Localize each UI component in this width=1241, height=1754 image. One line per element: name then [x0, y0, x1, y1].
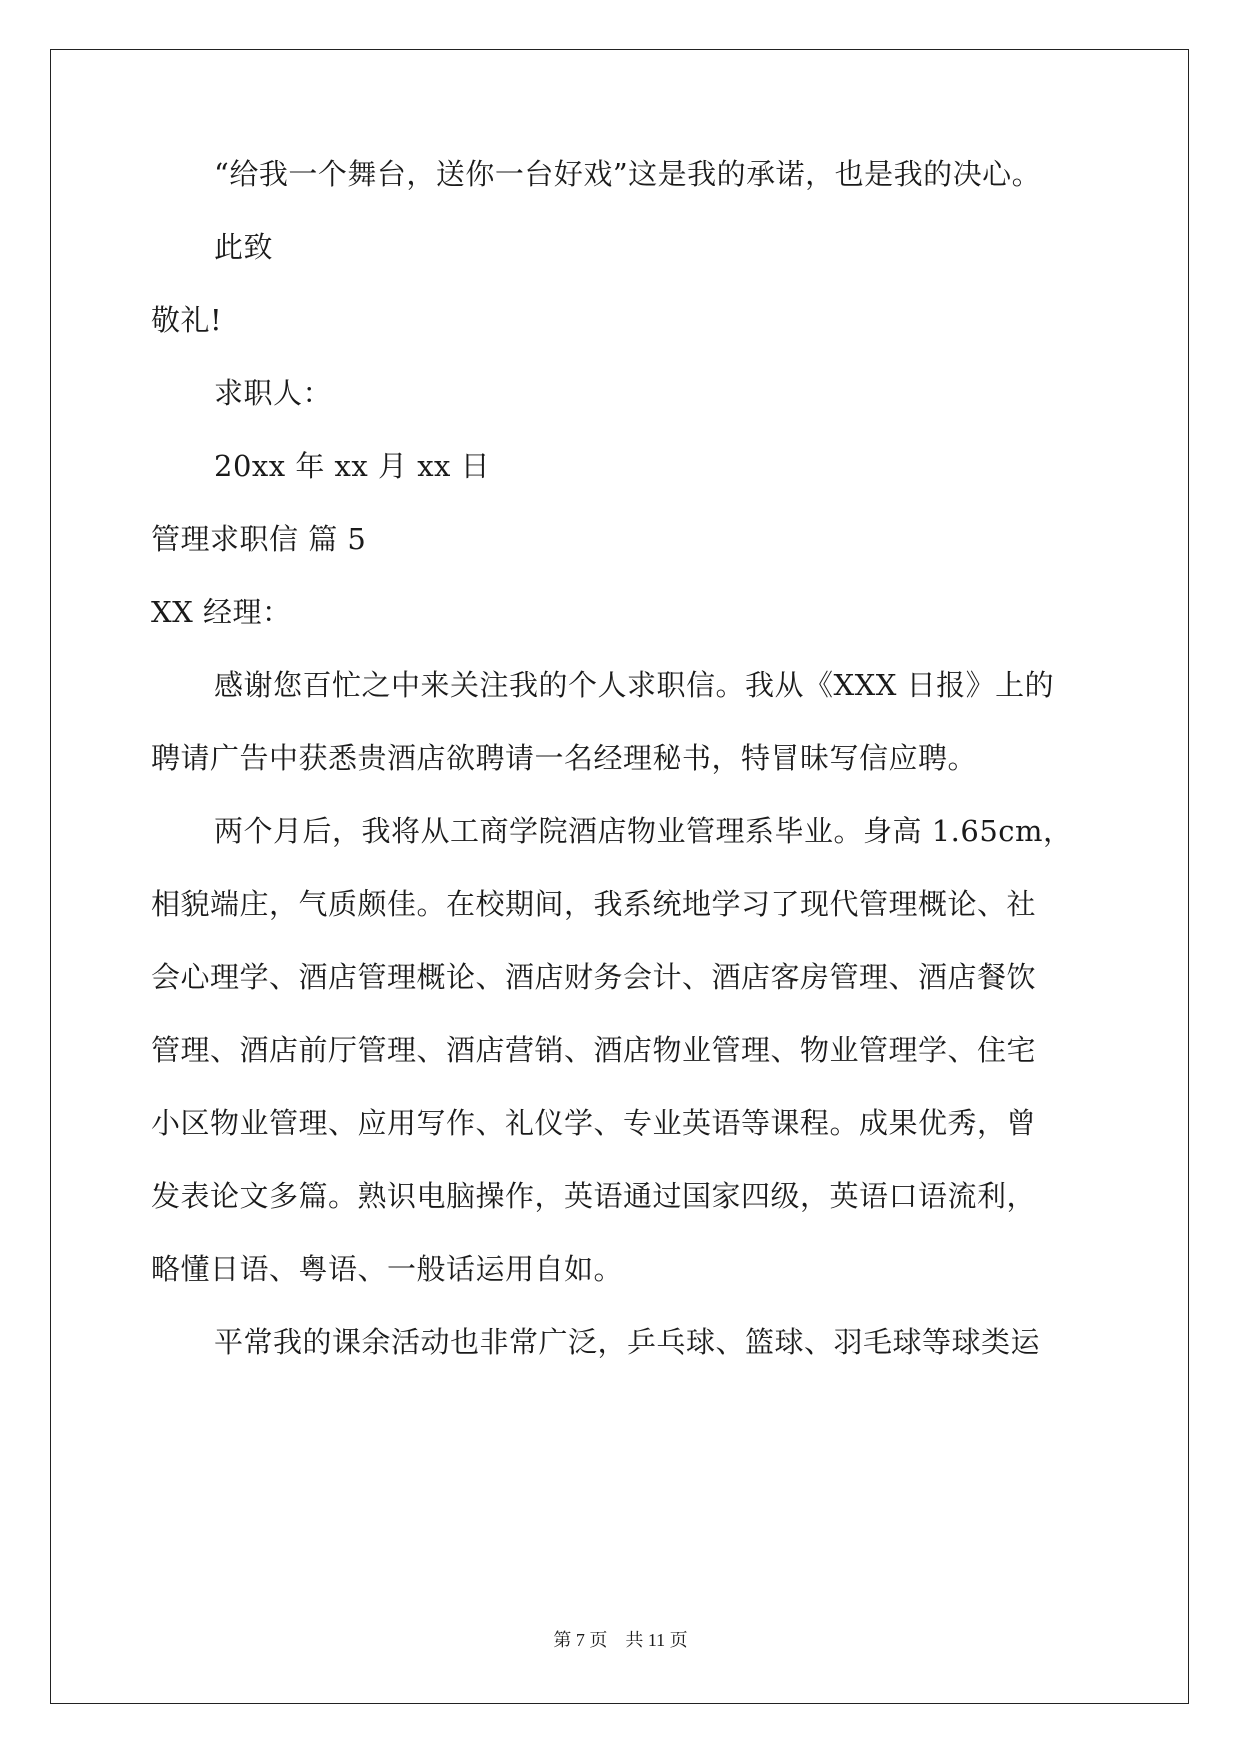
page-number-footer: 第 7 页 共 11 页: [553, 1630, 688, 1650]
text-line: 此致: [214, 230, 274, 264]
text-line: 会心理学、酒店管理概论、酒店财务会计、酒店客房管理、酒店餐饮: [151, 960, 1037, 994]
text-line: 敬礼!: [151, 303, 223, 337]
text-line: 20xx 年 xx 月 xx 日: [214, 449, 491, 483]
page-frame: [50, 49, 1189, 1704]
text-line: 小区物业管理、应用写作、礼仪学、专业英语等课程。成果优秀，曾: [151, 1106, 1037, 1140]
text-line: “给我一个舞台，送你一台好戏”这是我的承诺，也是我的决心。: [214, 157, 1042, 191]
text-line: 求职人：: [214, 376, 333, 410]
text-line: 两个月后，我将从工商学院酒店物业管理系毕业。身高 1.65cm，: [214, 814, 1073, 848]
text-line: 感谢您百忙之中来关注我的个人求职信。我从《XXX 日报》上的: [214, 668, 1055, 702]
text-line: 发表论文多篇。熟识电脑操作，英语通过国家四级，英语口语流利，: [151, 1179, 1037, 1213]
salutation: XX 经理：: [151, 595, 292, 629]
text-line: 相貌端庄，气质颇佳。在校期间，我系统地学习了现代管理概论、社: [151, 887, 1037, 921]
text-line: 管理、酒店前厅管理、酒店营销、酒店物业管理、物业管理学、住宅: [151, 1033, 1037, 1067]
text-line: 平常我的课余活动也非常广泛，乒乓球、篮球、羽毛球等球类运: [214, 1325, 1041, 1359]
text-line: 聘请广告中获悉贵酒店欲聘请一名经理秘书，特冒昧写信应聘。: [151, 741, 978, 775]
section-heading: 管理求职信 篇 5: [151, 522, 367, 556]
text-line: 略懂日语、粤语、一般话运用自如。: [151, 1252, 624, 1286]
